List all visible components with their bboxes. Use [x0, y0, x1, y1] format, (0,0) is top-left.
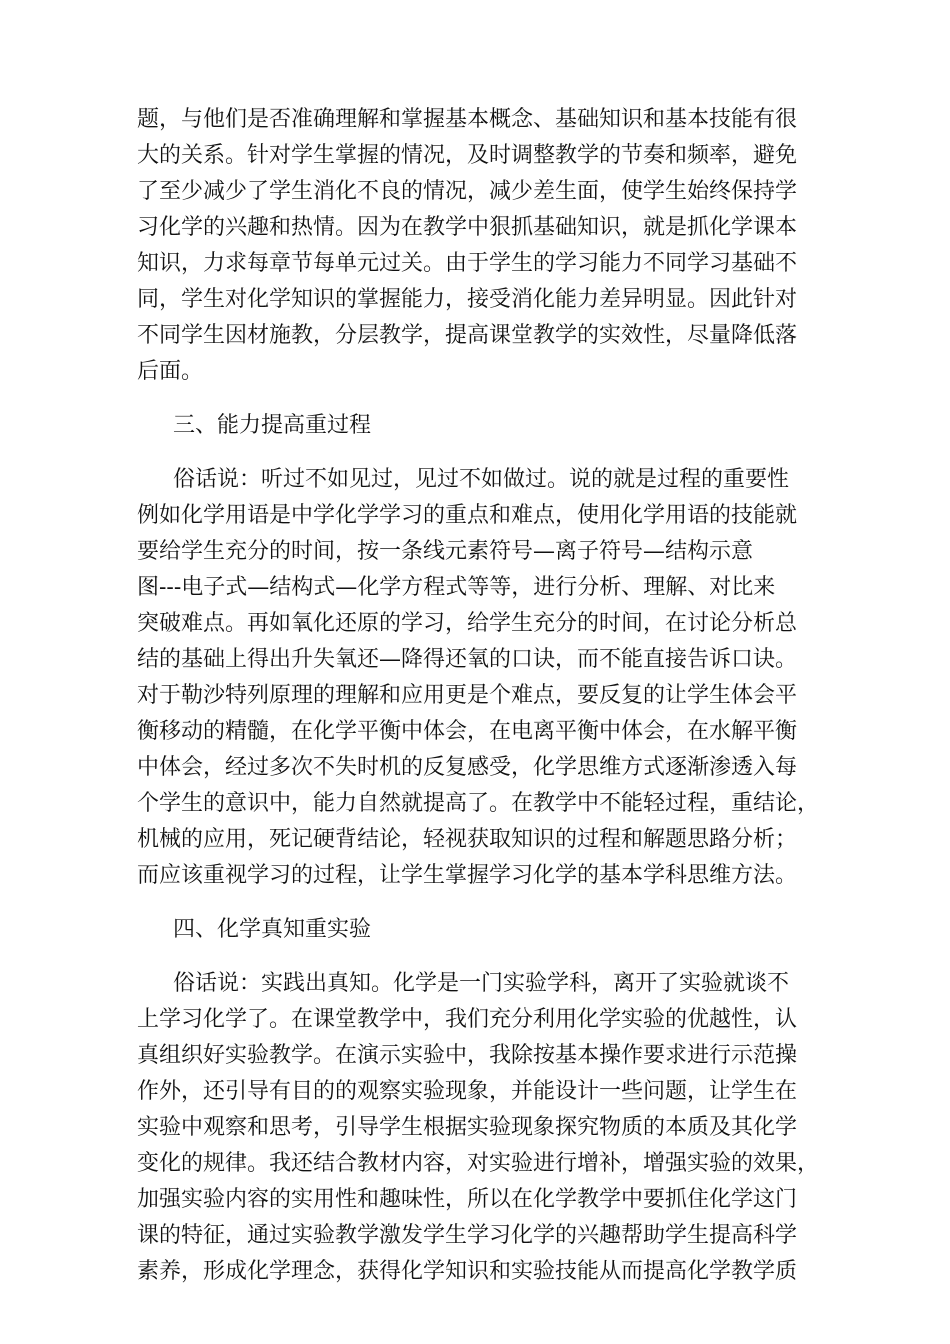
paragraph-gap	[137, 390, 813, 408]
paragraph-process	[137, 462, 820, 894]
text-line: 实验中观察和思考，引导学生根据实验现象探究物质的本质及其化学	[137, 1115, 798, 1140]
text-line: 结的基础上得出升失氧还—降得还氧的口诀，而不能直接告诉口诀。	[137, 647, 798, 672]
text-line: 俗话说：听过不如见过，见过不如做过。说的就是过程的重要性	[173, 467, 790, 492]
text-line: 个学生的意识中，能力自然就提高了。在教学中不能轻过程，重结论，	[137, 791, 820, 816]
text-line: 题，与他们是否准确理解和掌握基本概念、基础知识和基本技能有很	[137, 107, 798, 132]
paragraph-basic-knowledge	[137, 102, 813, 390]
text-line: 素养，形成化学理念，获得化学知识和实验技能从而提高化学教学质	[137, 1259, 798, 1284]
text-line: 上学习化学了。在课堂教学中，我们充分利用化学实验的优越性，认	[137, 1007, 798, 1032]
text-line: 不同学生因材施教，分层教学，提高课堂教学的实效性，尽量降低落	[137, 323, 798, 348]
text-line: 同，学生对化学知识的掌握能力，接受消化能力差异明显。因此针对	[137, 287, 798, 312]
paragraph-experiment	[137, 966, 820, 1290]
text-line: 突破难点。再如氧化还原的学习，给学生充分的时间，在讨论分析总	[137, 611, 798, 636]
text-line: 知识，力求每章节每单元过关。由于学生的学习能力不同学习基础不	[137, 251, 798, 276]
text-line: 衡移动的精髓，在化学平衡中体会，在电离平衡中体会，在水解平衡	[137, 719, 798, 744]
text-line: 大的关系。针对学生掌握的情况，及时调整教学的节奏和频率，避免	[137, 143, 798, 168]
text-line: 而应该重视学习的过程，让学生掌握学习化学的基本学科思维方法。	[137, 863, 798, 888]
text-line: 要给学生充分的时间，按一条线元素符号—离子符号—结构示意	[137, 539, 754, 564]
text-line: 对于勒沙特列原理的理解和应用更是个难点，要反复的让学生体会平	[137, 683, 798, 708]
text-line: 变化的规律。我还结合教材内容，对实验进行增补，增强实验的效果，	[137, 1151, 820, 1176]
document-body	[137, 102, 820, 1290]
text-line: 真组织好实验教学。在演示实验中，我除按基本操作要求进行示范操	[137, 1043, 798, 1068]
text-line: 后面。	[137, 359, 204, 384]
text-line: 了至少减少了学生消化不良的情况，减少差生面，使学生始终保持学	[137, 179, 798, 204]
text-line: 课的特征，通过实验教学激发学生学习化学的兴趣帮助学生提高科学	[137, 1223, 798, 1248]
text-line: 机械的应用，死记硬背结论，轻视获取知识的过程和解题思路分析；	[137, 827, 798, 852]
text-line: 例如化学用语是中学化学学习的重点和难点，使用化学用语的技能就	[137, 503, 798, 528]
text-line: 俗话说：实践出真知。化学是一门实验学科，离开了实验就谈不	[173, 971, 790, 996]
paragraph-gap	[137, 948, 813, 966]
text-line: 图---电子式—结构式—化学方程式等等，进行分析、理解、对比来	[137, 575, 776, 600]
paragraph-gap	[137, 894, 813, 912]
paragraph-gap	[137, 444, 813, 462]
text-line: 中体会，经过多次不失时机的反复感受，化学思维方式逐渐渗透入每	[137, 755, 798, 780]
text-line: 习化学的兴趣和热情。因为在教学中狠抓基础知识，就是抓化学课本	[137, 215, 798, 240]
section-heading-ability: 三、能力提高重过程	[173, 413, 372, 438]
section-heading-experiment: 四、化学真知重实验	[173, 917, 372, 942]
text-line: 加强实验内容的实用性和趣味性，所以在化学教学中要抓住化学这门	[137, 1187, 798, 1212]
text-line: 作外，还引导有目的的观察实验现象，并能设计一些问题，让学生在	[137, 1079, 798, 1104]
